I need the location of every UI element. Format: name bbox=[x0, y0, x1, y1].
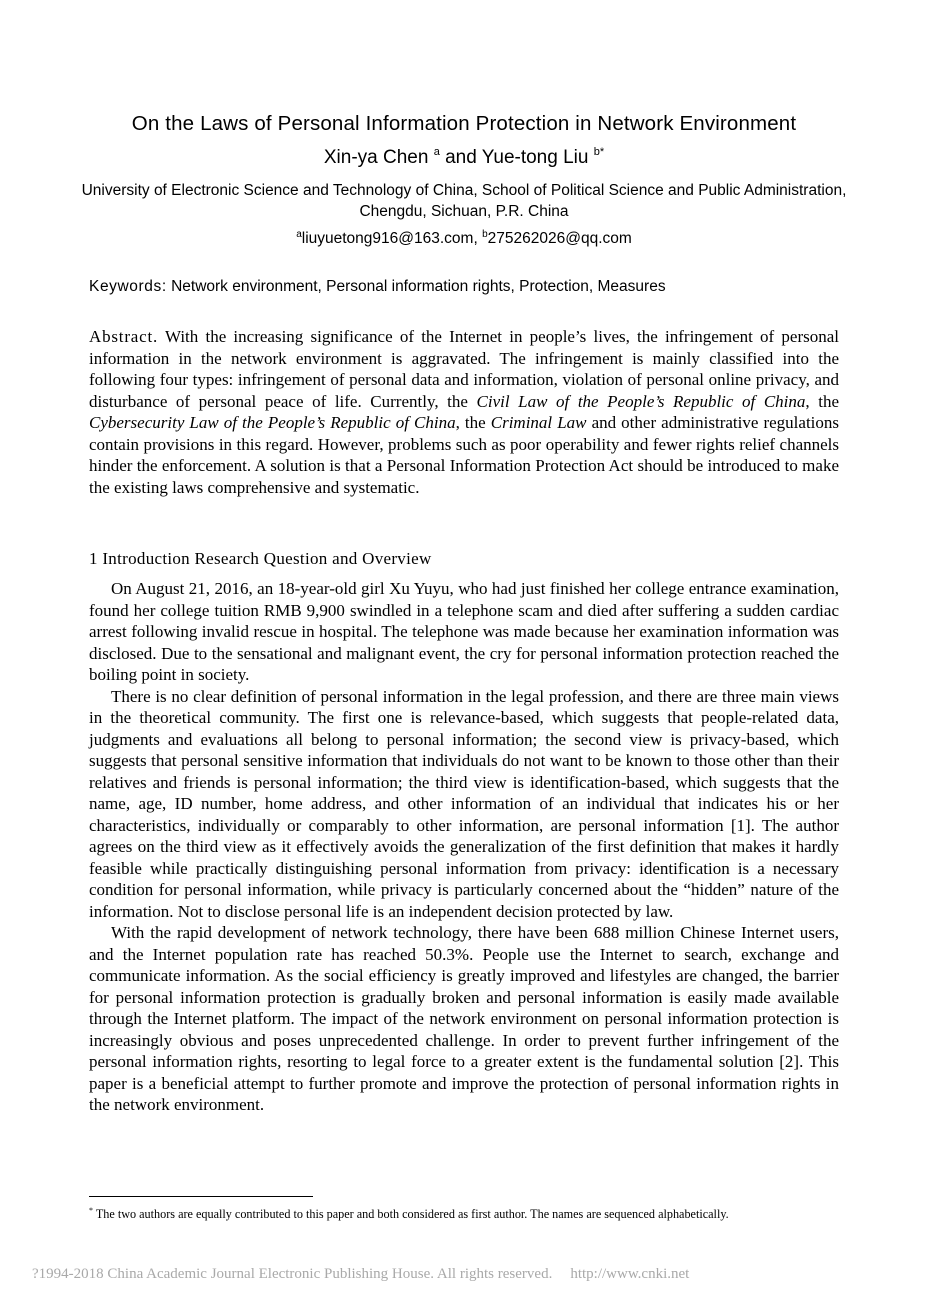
body-paragraph: With the rapid development of network technology, there have been 688 million Chinese Internet users, and the Internet population rate has reached 50.3%. People use the Internet to search, exchange and communicate information. As the social efficiency is greatly improved and lifestyles are changed, the barrier for personal information protection is gradually broken and personal information is easily made available through the Internet platform. The impact of the network environment on personal information protection is increasingly obvious and poses unprecedented challenge. In order to prevent further infringement of the personal information rights, resorting to legal force to a greater extent is the fundamental solution [2]. This paper is a beneficial attempt to further promote and improve the protection of personal information rights in the network environment. bbox=[89, 923, 839, 1114]
copyright-notice bbox=[32, 1265, 689, 1283]
law-title: Criminal Law bbox=[490, 413, 587, 432]
author-name: Yue-tong Liu bbox=[481, 147, 589, 168]
email-separator: , bbox=[473, 230, 483, 247]
footnote-mark: * bbox=[89, 1206, 93, 1215]
author-name: Xin-ya Chen bbox=[323, 147, 429, 168]
section-heading: 1 Introduction Research Question and Overview bbox=[89, 549, 432, 568]
law-title: Civil Law of the People’s Republic of China bbox=[476, 391, 806, 411]
footnote bbox=[89, 1206, 849, 1222]
affiliation: University of Electronic Science and Technology of China, School of Political Science and Public Administration, Chengdu, Sichuan, P.R. China bbox=[81, 182, 847, 220]
law-title: Cybersecurity Law of the People’s Republic of China bbox=[89, 413, 456, 432]
section-body bbox=[89, 578, 839, 1116]
keywords-label: Keywords: bbox=[89, 278, 167, 295]
keywords bbox=[89, 277, 839, 297]
email-address: liuyuetong916@163.com bbox=[301, 230, 474, 247]
copyright-text: ?1994-2018 China Academic Journal Electronic Publishing House. All rights reserved. bbox=[32, 1266, 553, 1282]
abstract-text: , the bbox=[805, 391, 839, 411]
footnote-divider bbox=[89, 1196, 313, 1197]
email-mark: a bbox=[296, 229, 302, 240]
abstract bbox=[89, 326, 839, 498]
abstract-label: Abstract. bbox=[89, 327, 159, 346]
abstract-text: and other administrative regulations contain provisions in this regard. However, problems such as poor operability and fewer rights relief channels hinder the enforcement. A solution is that a Personal Information Protection Act should be introduced to make the existing laws comprehensive and systematic. bbox=[89, 413, 840, 497]
paper-title: On the Laws of Personal Information Protection in Network Environment bbox=[131, 112, 797, 135]
email-mark: b bbox=[482, 229, 488, 240]
body-paragraph: There is no clear definition of personal information in the legal profession, and there are three main views in the theoretical community. The first one is relevance-based, which suggests that people-related data, judgments and evaluations all belong to personal information; the second view is privacy-based, which suggests that personal sensitive information that individuals do not want to be known to those other than their relatives and friends is personal information; the third view is identification-based, which suggests that the name, age, ID number, home address, and other information of an individual that indicates his or her characteristics, individually or comparably to other information, are personal information [1]. The author agrees on the third view as it effectively avoids the generalization of the first definition that makes it hardly feasible while practically distinguishing personal information from privacy: identification is a necessary condition for personal information, while privacy is particularly concerned about the “hidden” nature of the information. Not to disclose personal life is an independent decision protected by law. bbox=[89, 686, 839, 921]
abstract-text: With the increasing significance of the Internet in people’s lives, the infringement of personal information in the network environment is aggravated. The infringement is mainly classified into the following four types: infringement of personal data and information, violation of personal online privacy, and disturbance of personal peace of life. Currently, the bbox=[89, 327, 839, 411]
author-line bbox=[89, 145, 839, 171]
email-address: 275262026@qq.com bbox=[487, 230, 632, 247]
abstract-text: , the bbox=[455, 413, 486, 432]
author-emails bbox=[89, 229, 839, 249]
author-affiliation-mark: a bbox=[433, 146, 440, 158]
copyright-url[interactable]: http://www.cnki.net bbox=[570, 1266, 690, 1282]
abstract-paragraph bbox=[89, 326, 839, 498]
body-paragraph: On August 21, 2016, an 18-year-old girl Xu Yuyu, who had just finished her college entrance examination, found her college tuition RMB 9,900 swindled in a telephone scam and died after suffering a sudden cardiac arrest following invalid rescue in hospital. The telephone was made because her examination information was disclosed. Due to the sensational and malignant event, the cry for personal information protection reached the boiling point in society. bbox=[89, 579, 839, 684]
author-joiner: and bbox=[445, 147, 477, 168]
footnote-text: The two authors are equally contributed to this paper and both considered as first author. The names are sequenced alphabetically. bbox=[93, 1207, 729, 1221]
author-affiliation-mark: b* bbox=[593, 146, 605, 158]
keywords-text: Network environment, Personal information rights, Protection, Measures bbox=[171, 278, 666, 295]
